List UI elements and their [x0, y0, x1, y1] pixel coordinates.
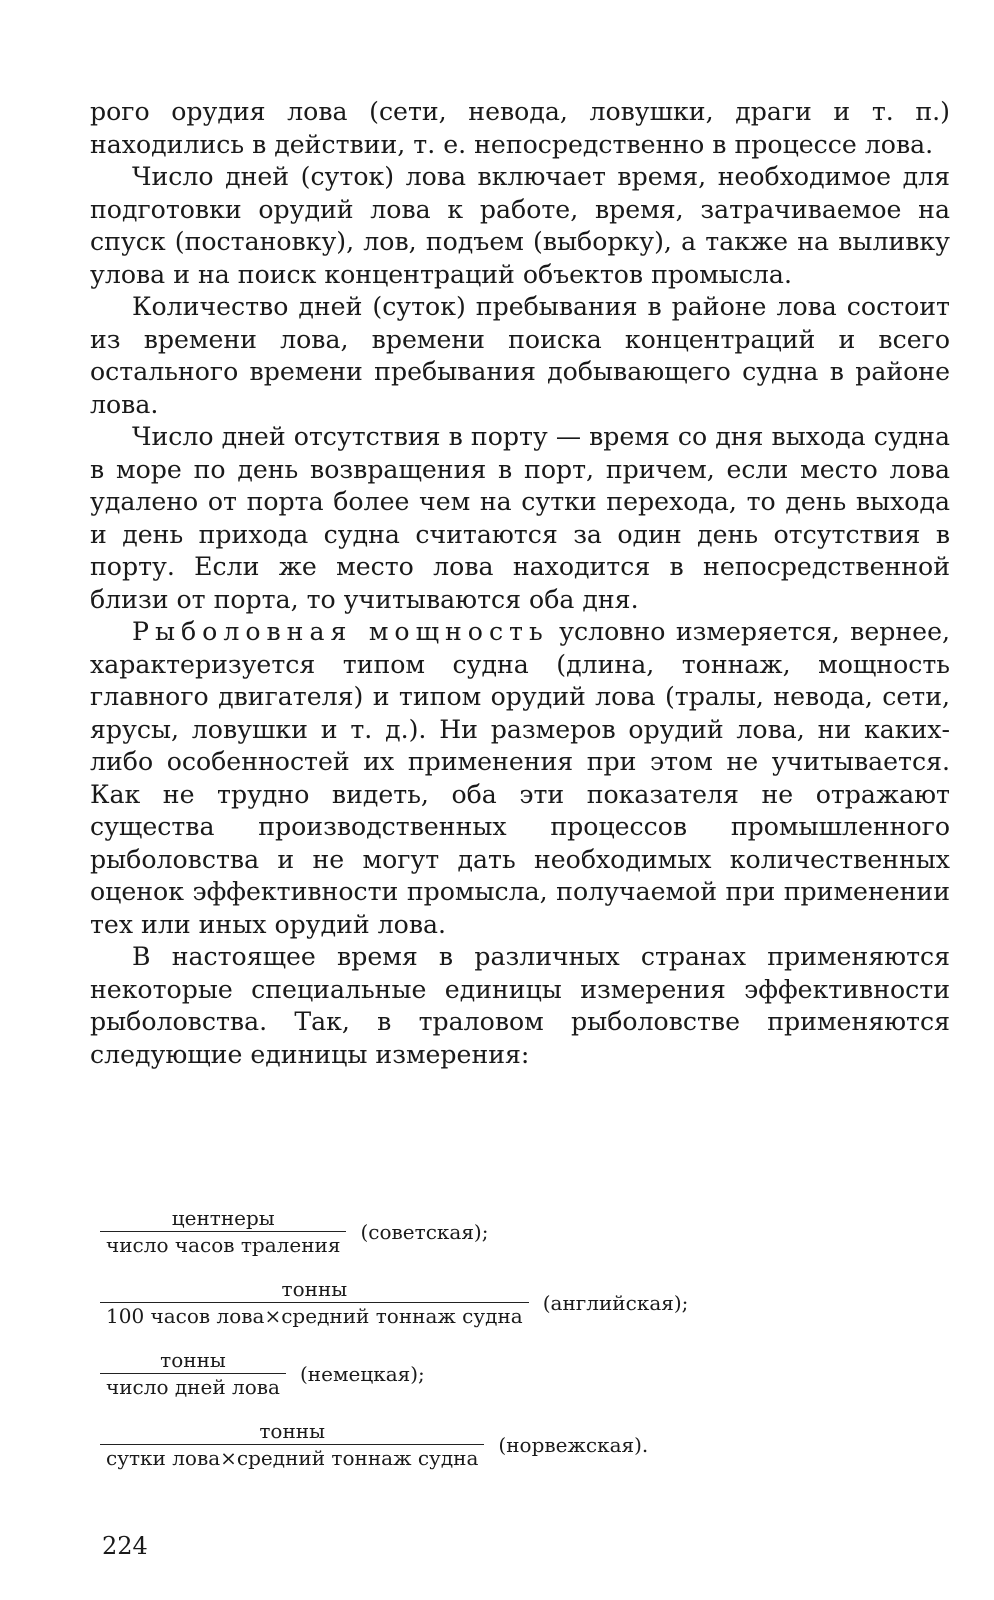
fraction [100, 1276, 529, 1329]
denominator: число часов траления [106, 1233, 341, 1257]
fraction [100, 1418, 484, 1471]
numerator: тонны [259, 1419, 326, 1443]
paragraph-2: Число дней (суток) лова включает время, необходимое для подготовки орудий лова к работе, время, затрачиваемое на спуск (постановку), лов, подъем (выборку), а также на выливку улова и на поиск концентраций объектов промысла. [90, 162, 950, 289]
denominator: 100 часов лова×средний тоннаж судна [106, 1304, 523, 1328]
formula-label: (английская); [542, 1290, 689, 1315]
formula-label: (советская); [360, 1219, 489, 1244]
numerator: тонны [281, 1277, 348, 1301]
paragraph-4: Число дней отсутствия в порту — время со дня выхода судна в море по день возвращения в порт, причем, если место лова удалено от порта более чем на сутки перехода, то день выхода и день прихода судна считаются за один день отсутствия в порту. Если же место лова находится в непосредственной близи от порта, то учитываются оба дня. [90, 422, 950, 614]
paragraph-3: Количество дней (суток) пребывания в районе лова состоит из времени лова, времени поиска концентраций и всего остального времени пребывания добывающего судна в районе лова. [90, 292, 950, 419]
formula-german [100, 1347, 820, 1400]
formula-english [100, 1276, 820, 1329]
numerator: центнеры [171, 1206, 275, 1230]
formula-label: (немецкая); [299, 1361, 425, 1386]
page-body [90, 96, 950, 1071]
formula-soviet [100, 1205, 820, 1258]
paragraph-6: В настоящее время в различных странах применяются некоторые специальные единицы измерения эффективности рыболовства. Так, в траловом рыболовстве применяются следующие единицы измерения: [90, 942, 950, 1069]
paragraph-5 [90, 616, 950, 941]
spaced-term: Рыболовная мощность [132, 617, 549, 646]
fraction [100, 1205, 346, 1258]
formula-norwegian [100, 1418, 820, 1471]
numerator: тонны [160, 1348, 226, 1372]
paragraph-1: рого орудия лова (сети, невода, ловушки, драги и т. п.) находились в действии, т. е. непосредственно в процессе лова. [90, 97, 950, 159]
page-number: 224 [102, 1532, 148, 1560]
fraction [100, 1347, 286, 1400]
formula-list [100, 1205, 820, 1489]
denominator: сутки лова×средний тоннаж судна [106, 1446, 479, 1470]
denominator: число дней лова [106, 1375, 280, 1399]
paragraph-5-text: условно измеряется, вернее, характеризуется типом судна (длина, тоннаж, мощность главного двигателя) и типом орудий лова (тралы, невода, сети, ярусы, ловушки и т. д.). Ни размеров орудий лова, ни каких-либо особенностей их применения при этом не учитывается. Как не трудно видеть, оба эти показателя не отражают существа производственных процессов промышленного рыболовства и не могут дать необходимых количественных оценок эффективности промысла, получаемой при применении тех или иных орудий лова. [90, 617, 950, 939]
formula-label: (норвежская). [498, 1432, 649, 1457]
